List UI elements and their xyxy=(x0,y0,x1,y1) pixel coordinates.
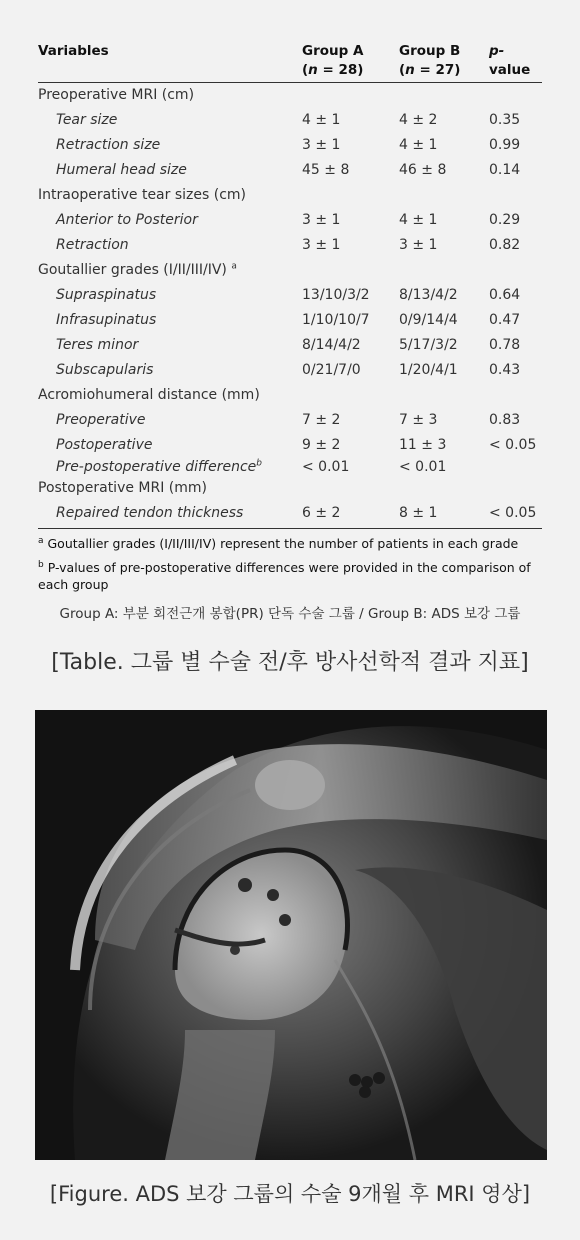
mri-image xyxy=(35,710,547,1160)
table-row xyxy=(38,233,542,258)
group-b-cell: 3 ± 1 xyxy=(399,237,438,253)
p-value-cell: 0.82 xyxy=(489,237,521,253)
table-row xyxy=(38,458,542,476)
row-label: Goutallier grades (I/II/III/IV) $^a$ xyxy=(38,261,237,278)
group-a-cell: 0/21/7/0 xyxy=(302,362,361,378)
row-label: Teres minor xyxy=(56,337,139,353)
group-a-cell: 3 ± 1 xyxy=(302,137,341,153)
table-section-row xyxy=(38,476,542,501)
row-label: Postoperative xyxy=(56,437,153,453)
group-a-cell: 8/14/4/2 xyxy=(302,337,361,353)
p-value-cell: < 0.05 xyxy=(489,505,537,521)
group-a-cell: 7 ± 2 xyxy=(302,412,341,428)
p-value-cell: 0.43 xyxy=(489,362,521,378)
table-row xyxy=(38,358,542,383)
group-a-cell: 9 ± 2 xyxy=(302,437,341,453)
mri-shoulder-scan xyxy=(35,710,547,1160)
p-value-cell: 0.14 xyxy=(489,162,521,178)
header-p-line2: value xyxy=(489,62,531,78)
table-row xyxy=(38,108,542,133)
group-b-cell: 8 ± 1 xyxy=(399,505,438,521)
p-value-cell: 0.29 xyxy=(489,212,521,228)
row-label: Preoperative xyxy=(56,412,146,428)
table-row xyxy=(38,433,542,458)
group-a-cell: 3 ± 1 xyxy=(302,212,341,228)
footnote-marker: b xyxy=(256,458,262,469)
group-b-cell: 0/9/14/4 xyxy=(399,312,458,328)
table-section-row xyxy=(38,83,542,108)
row-label: Humeral head size xyxy=(56,162,187,178)
row-label: Pre-postoperative difference$^b$ xyxy=(56,458,262,475)
row-label: Intraoperative tear sizes (cm) xyxy=(38,187,246,203)
table-row xyxy=(38,208,542,233)
table-row xyxy=(38,308,542,333)
results-table xyxy=(38,38,542,593)
group-b-cell: < 0.01 xyxy=(399,459,447,475)
header-p-line1: p- xyxy=(489,43,505,59)
header-variables: Variables xyxy=(38,43,109,59)
p-value-cell: 0.47 xyxy=(489,312,521,328)
group-caption: Group A: 부분 회전근개 봉합(PR) 단독 수술 그룹 / Group B: ADS 보강 그룹 xyxy=(59,606,521,622)
group-b-cell: 4 ± 1 xyxy=(399,137,438,153)
table-row xyxy=(38,283,542,308)
p-value-cell: 0.78 xyxy=(489,337,521,353)
header-group-a-n: (n = 28) xyxy=(302,62,364,78)
p-value-cell: 0.99 xyxy=(489,137,521,153)
group-b-cell: 4 ± 2 xyxy=(399,112,438,128)
table-section-row xyxy=(38,258,542,283)
row-label: Repaired tendon thickness xyxy=(56,505,244,521)
row-label: Supraspinatus xyxy=(56,287,157,303)
group-b-cell: 1/20/4/1 xyxy=(399,362,458,378)
table-row xyxy=(38,408,542,433)
row-label: Acromiohumeral distance (mm) xyxy=(38,387,260,403)
group-a-cell: 3 ± 1 xyxy=(302,237,341,253)
footnote-marker: a xyxy=(231,261,237,272)
group-b-cell: 4 ± 1 xyxy=(399,212,438,228)
figure-caption: [Figure. ADS 보강 그룹의 수술 9개월 후 MRI 영상] xyxy=(49,1182,531,1206)
header-group-b-n: (n = 27) xyxy=(399,62,461,78)
group-b-cell: 5/17/3/2 xyxy=(399,337,458,353)
header-p-value xyxy=(489,42,530,80)
header-group-b xyxy=(399,42,460,80)
row-label: Retraction xyxy=(56,237,129,253)
group-b-cell: 8/13/4/2 xyxy=(399,287,458,303)
table-header xyxy=(38,38,542,83)
header-group-a xyxy=(302,42,363,80)
footnote-a: $^a$ Goutallier grades (I/II/III/IV) represent the number of patients in each grade xyxy=(38,535,519,551)
row-label: Retraction size xyxy=(56,137,161,153)
header-group-b-title: Group B xyxy=(399,43,461,59)
group-a-cell: 4 ± 1 xyxy=(302,112,341,128)
group-b-cell: 7 ± 3 xyxy=(399,412,438,428)
footnote-b: $^b$ P-values of pre-postoperative differences were provided in the comparison of each group xyxy=(38,559,531,592)
row-label: Postoperative MRI (mm) xyxy=(38,480,208,496)
p-value-cell: 0.64 xyxy=(489,287,521,303)
row-label: Tear size xyxy=(56,112,118,128)
group-a-cell: 13/10/3/2 xyxy=(302,287,370,303)
group-a-cell: 1/10/10/7 xyxy=(302,312,370,328)
table-section-row xyxy=(38,383,542,408)
group-b-cell: 46 ± 8 xyxy=(399,162,447,178)
p-value-cell: 0.83 xyxy=(489,412,521,428)
row-label: Infrasupinatus xyxy=(56,312,157,328)
row-label: Subscapularis xyxy=(56,362,154,378)
table-row xyxy=(38,501,542,526)
row-label: Preoperative MRI (cm) xyxy=(38,87,195,103)
table-row xyxy=(38,158,542,183)
header-group-a-title: Group A xyxy=(302,43,364,59)
group-a-cell: 6 ± 2 xyxy=(302,505,341,521)
row-label: Anterior to Posterior xyxy=(56,212,198,228)
table-body xyxy=(38,83,542,526)
table-row xyxy=(38,133,542,158)
table-bottom-rule xyxy=(38,528,542,529)
p-value-cell: < 0.05 xyxy=(489,437,537,453)
group-a-cell: 45 ± 8 xyxy=(302,162,350,178)
table-caption: [Table. 그룹 별 수술 전/후 방사선학적 결과 지표] xyxy=(51,650,529,675)
table-section-row xyxy=(38,183,542,208)
p-value-cell: 0.35 xyxy=(489,112,521,128)
group-b-cell: 11 ± 3 xyxy=(399,437,447,453)
table-row xyxy=(38,333,542,358)
group-a-cell: < 0.01 xyxy=(302,459,350,475)
